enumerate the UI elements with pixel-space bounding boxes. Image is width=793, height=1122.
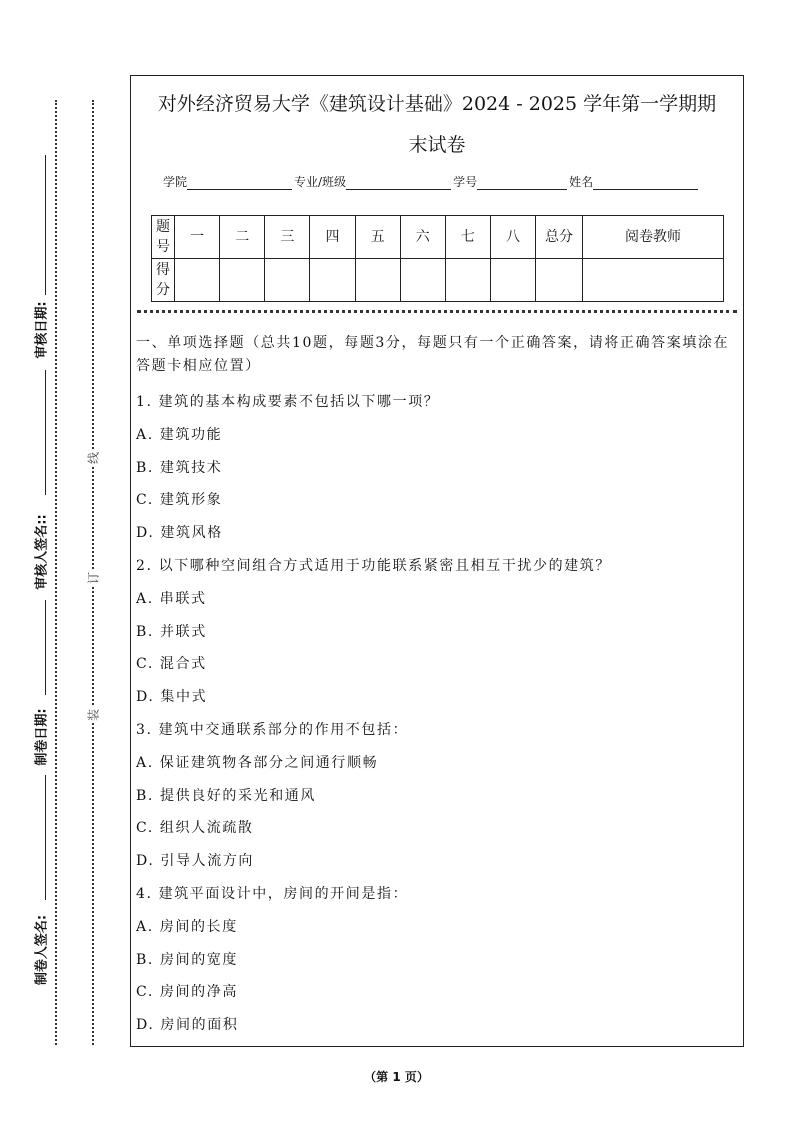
- class-field[interactable]: [346, 175, 451, 190]
- col-header: 二: [220, 216, 265, 259]
- field-label: 姓名: [569, 175, 594, 189]
- signature-line: [45, 775, 46, 900]
- score-cell[interactable]: [400, 259, 445, 302]
- field-label: 专业/班级: [294, 175, 347, 189]
- score-cell[interactable]: [583, 259, 724, 302]
- answer-option: B. 并联式: [136, 623, 207, 640]
- col-header: 总分: [536, 216, 583, 259]
- score-cell[interactable]: [220, 259, 265, 302]
- answer-option: D. 集中式: [136, 689, 208, 706]
- college-field[interactable]: [187, 175, 292, 190]
- score-table: [151, 215, 724, 302]
- answer-option: C. 房间的净高: [136, 984, 238, 1001]
- binding-text-zhuang: 装: [86, 708, 101, 722]
- answer-option: B. 提供良好的采光和通风: [136, 787, 316, 804]
- question-stem: 4. 建筑平面设计中，房间的开间是指：: [136, 885, 409, 902]
- answer-option: D. 建筑风格: [136, 525, 223, 542]
- answer-option: C. 组织人流疏散: [136, 820, 254, 837]
- answer-option: C. 混合式: [136, 656, 207, 673]
- col-header: 五: [355, 216, 400, 259]
- col-header: 七: [445, 216, 490, 259]
- question-stem: 3. 建筑中交通联系部分的作用不包括：: [136, 721, 409, 738]
- binding-text-ding: 订: [86, 571, 101, 585]
- answer-option: D. 引导人流方向: [136, 853, 255, 870]
- field-label: 学号: [453, 175, 478, 189]
- answer-option: C. 建筑形象: [136, 492, 223, 509]
- col-header: 三: [265, 216, 310, 259]
- score-cell[interactable]: [445, 259, 490, 302]
- paper-date-label: 制卷日期:: [34, 708, 50, 766]
- page-number: （第 1 页）: [364, 1070, 429, 1084]
- exam-title-line2: 末试卷: [408, 134, 466, 156]
- answer-option: A. 建筑功能: [136, 426, 223, 443]
- field-label: 学院: [163, 175, 188, 189]
- answer-option: B. 建筑技术: [136, 459, 223, 476]
- dotted-separator: [137, 310, 737, 313]
- signature-line: [45, 600, 46, 695]
- answer-option: A. 串联式: [136, 590, 207, 607]
- col-header: 八: [490, 216, 535, 259]
- score-cell[interactable]: [265, 259, 310, 302]
- answer-option: B. 房间的宽度: [136, 951, 238, 968]
- name-field[interactable]: [593, 175, 698, 190]
- question-stem: 2. 以下哪种空间组合方式适用于功能联系紧密且相互干扰少的建筑？: [136, 557, 612, 574]
- question-stem: 1. 建筑的基本构成要素不包括以下哪一项？: [136, 394, 440, 410]
- setter-signature-label: 制卷人签名:: [34, 914, 50, 986]
- reviewer-signature-label: 审核人签名::: [34, 514, 50, 590]
- score-cell[interactable]: [310, 259, 355, 302]
- review-date-label: 审核日期:: [34, 301, 50, 359]
- student-info-row: [163, 173, 700, 190]
- col-header: 四: [310, 216, 355, 259]
- seal-dotted-line: [55, 100, 57, 1045]
- col-header: 阅卷教师: [583, 216, 724, 259]
- row-header: 题号: [152, 216, 175, 259]
- col-header: 一: [175, 216, 220, 259]
- score-cell[interactable]: [536, 259, 583, 302]
- answer-option: A. 保证建筑物各部分之间通行顺畅: [136, 754, 379, 771]
- student-id-field[interactable]: [477, 175, 567, 190]
- questions-area: [136, 332, 740, 1042]
- score-cell[interactable]: [355, 259, 400, 302]
- row-header: 得分: [152, 259, 175, 302]
- answer-option: A. 房间的长度: [136, 918, 238, 935]
- score-cell[interactable]: [175, 259, 220, 302]
- signature-line: [45, 370, 46, 495]
- col-header: 六: [400, 216, 445, 259]
- score-cell[interactable]: [490, 259, 535, 302]
- signature-line: [45, 155, 46, 295]
- section-heading: 一、单项选择题（总共10题，每题3分，每题只有一个正确答案，请将正确答案填涂在答题卡相应位置）: [136, 335, 730, 374]
- binding-text-line: 线: [86, 451, 101, 465]
- answer-option: D. 房间的面积: [136, 1017, 239, 1034]
- exam-title-line1: 对外经济贸易大学《建筑设计基础》2024 - 2025 学年第一学期期: [157, 93, 717, 115]
